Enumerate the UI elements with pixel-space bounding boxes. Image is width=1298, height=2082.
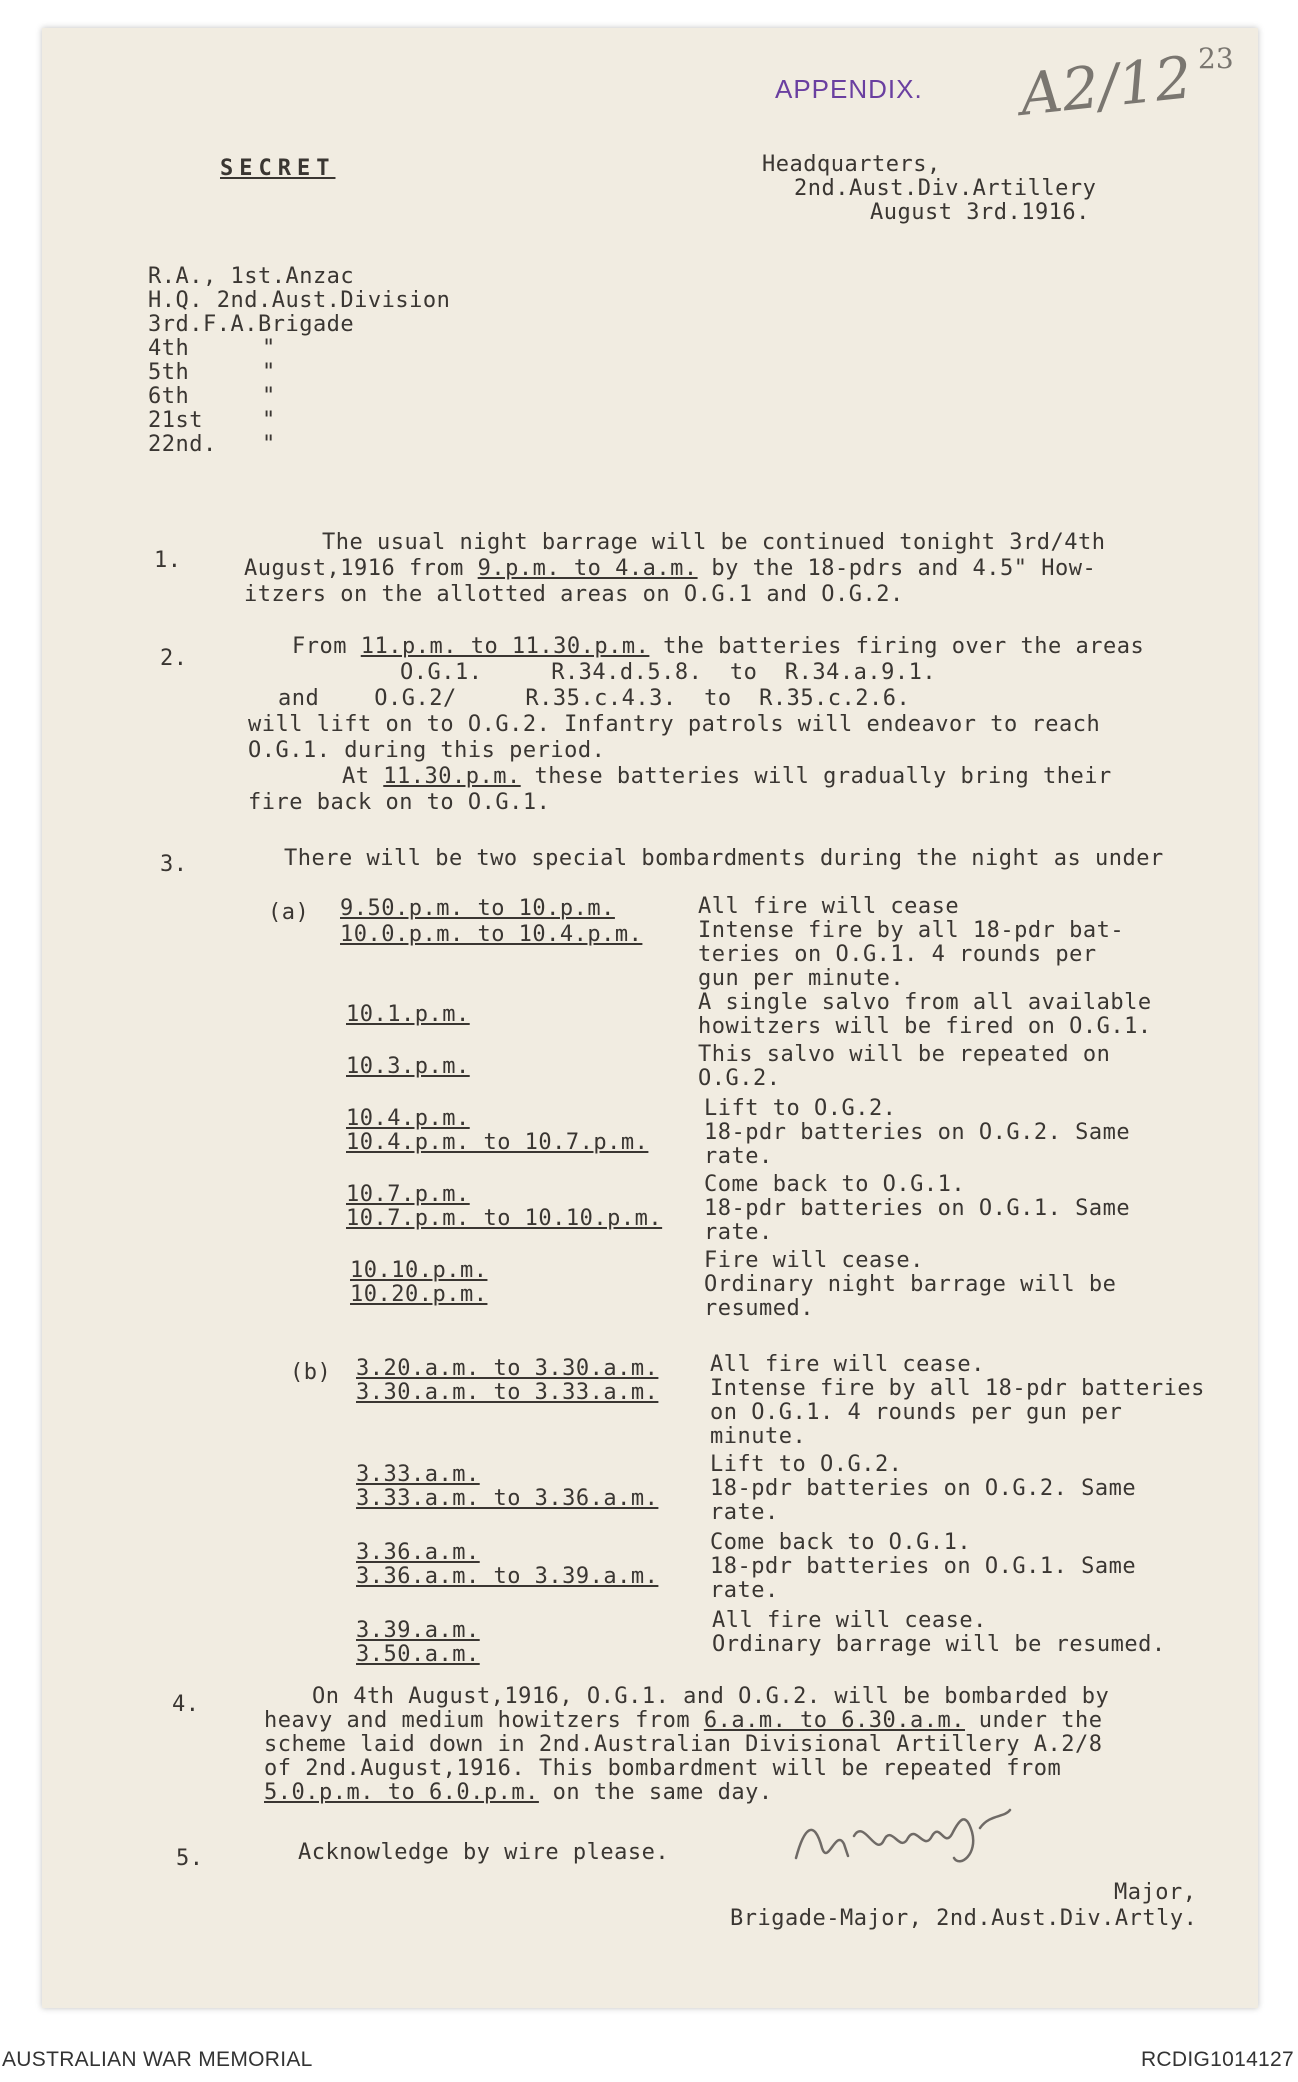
schedule-text: Intense fire by all 18-pdr bat- <box>698 918 1125 943</box>
schedule-text: resumed. <box>704 1296 814 1321</box>
para3-intro: There will be two special bombardments during the night as under <box>284 846 1164 871</box>
page-number: 23 <box>1198 42 1234 75</box>
schedule-text: on O.G.1. 4 rounds per gun per <box>710 1400 1123 1425</box>
para4-line: scheme laid down in 2nd.Australian Divisional Artillery A.2/8 <box>264 1732 1103 1757</box>
schedule-text: 18-pdr batteries on O.G.1. Same <box>704 1196 1131 1221</box>
para2-line: fire back on to O.G.1. <box>248 790 551 815</box>
schedule-time: 10.7.p.m. <box>346 1182 470 1207</box>
section-a-label: (a) <box>268 900 310 925</box>
distribution-item: 3rd.F.A.Brigade <box>148 312 355 337</box>
from-date: August 3rd.1916. <box>870 200 1090 225</box>
para2-line: O.G.1. during this period. <box>248 738 606 763</box>
schedule-text: Come back to O.G.1. <box>710 1530 972 1555</box>
ditto-mark: " <box>262 336 276 361</box>
schedule-text: Lift to O.G.2. <box>704 1096 897 1121</box>
schedule-text: All fire will cease <box>698 894 960 919</box>
para1-line: The usual night barrage will be continued tonight 3rd/4th <box>322 530 1106 555</box>
schedule-text: gun per minute. <box>698 966 905 991</box>
schedule-time: 3.50.a.m. <box>356 1642 480 1667</box>
schedule-text: All fire will cease. <box>710 1352 985 1377</box>
schedule-text: 18-pdr batteries on O.G.2. Same <box>704 1120 1131 1145</box>
para2-line: O.G.1. R.34.d.5.8. to R.34.a.9.1. <box>400 660 937 685</box>
schedule-time: 10.0.p.m. to 10.4.p.m. <box>340 922 643 947</box>
appendix-stamp: APPENDIX. <box>775 74 923 104</box>
handwritten-reference: A2/12 <box>1016 43 1196 129</box>
schedule-time: 3.33.a.m. to 3.36.a.m. <box>356 1486 659 1511</box>
schedule-text: rate. <box>704 1144 773 1169</box>
distribution-item: R.A., 1st.Anzac <box>148 264 355 289</box>
signatory-rank: Major, <box>1114 1880 1197 1905</box>
schedule-text: howitzers will be fired on O.G.1. <box>698 1014 1152 1039</box>
schedule-time: 3.20.a.m. to 3.30.a.m. <box>356 1356 659 1381</box>
para2-line: At 11.30.p.m. these batteries will gradually bring their <box>342 764 1112 789</box>
schedule-time: 10.7.p.m. to 10.10.p.m. <box>346 1206 663 1231</box>
from-headquarters: Headquarters, <box>762 152 941 177</box>
para4-line: 5.0.p.m. to 6.0.p.m. on the same day. <box>264 1780 773 1805</box>
schedule-text: This salvo will be repeated on <box>698 1042 1111 1067</box>
schedule-time: 10.4.p.m. to 10.7.p.m. <box>346 1130 649 1155</box>
para1-line: itzers on the allotted areas on O.G.1 and O.G.2. <box>244 582 904 607</box>
ditto-mark: " <box>262 360 276 385</box>
para-number: 3. <box>160 852 188 877</box>
schedule-text: Ordinary barrage will be resumed. <box>712 1632 1166 1657</box>
para5-text: Acknowledge by wire please. <box>298 1840 670 1865</box>
schedule-text: Intense fire by all 18-pdr batteries <box>710 1376 1205 1401</box>
distribution-item: 22nd. <box>148 432 217 457</box>
schedule-text: Come back to O.G.1. <box>704 1172 966 1197</box>
para4-line: heavy and medium howitzers from 6.a.m. to 6.30.a.m. under the <box>264 1708 1103 1733</box>
schedule-time: 9.50.p.m. to 10.p.m. <box>340 896 615 921</box>
schedule-text: 18-pdr batteries on O.G.1. Same <box>710 1554 1137 1579</box>
footer-right: RCDIG1014127 <box>1140 2048 1294 2071</box>
schedule-time: 10.20.p.m. <box>350 1282 488 1307</box>
para1-line: August,1916 from 9.p.m. to 4.a.m. by the 18-pdrs and 4.5" How- <box>244 556 1097 581</box>
distribution-item: 21st <box>148 408 203 433</box>
schedule-time: 3.36.a.m. <box>356 1540 480 1565</box>
schedule-time: 10.10.p.m. <box>350 1258 488 1283</box>
distribution-item: 4th <box>148 336 190 361</box>
schedule-time: 10.1.p.m. <box>346 1002 470 1027</box>
schedule-time: 3.36.a.m. to 3.39.a.m. <box>356 1564 659 1589</box>
schedule-text: All fire will cease. <box>712 1608 987 1633</box>
schedule-text: Lift to O.G.2. <box>710 1452 903 1477</box>
schedule-text: teries on O.G.1. 4 rounds per <box>698 942 1097 967</box>
schedule-text: O.G.2. <box>698 1066 781 1091</box>
schedule-time: 3.39.a.m. <box>356 1618 480 1643</box>
para2-line: will lift on to O.G.2. Infantry patrols will endeavor to reach <box>248 712 1101 737</box>
schedule-time: 3.33.a.m. <box>356 1462 480 1487</box>
secret-heading: SECRET <box>220 156 336 181</box>
para-number: 4. <box>172 1692 200 1717</box>
para4-line: On 4th August,1916, O.G.1. and O.G.2. will be bombarded by <box>312 1684 1110 1709</box>
schedule-text: Fire will cease. <box>704 1248 924 1273</box>
schedule-text: minute. <box>710 1424 807 1449</box>
distribution-item: 6th <box>148 384 190 409</box>
schedule-time: 3.30.a.m. to 3.33.a.m. <box>356 1380 659 1405</box>
schedule-text: 18-pdr batteries on O.G.2. Same <box>710 1476 1137 1501</box>
schedule-text: A single salvo from all available <box>698 990 1152 1015</box>
section-b-label: (b) <box>290 1360 332 1385</box>
schedule-time: 10.3.p.m. <box>346 1054 470 1079</box>
signatory-title: Brigade-Major, 2nd.Aust.Div.Artly. <box>730 1906 1198 1931</box>
ditto-mark: " <box>262 432 276 457</box>
schedule-text: rate. <box>710 1500 779 1525</box>
para2-line: and O.G.2/ R.35.c.4.3. to R.35.c.2.6. <box>278 686 911 711</box>
para-number: 2. <box>160 646 188 671</box>
para-number: 1. <box>154 548 182 573</box>
distribution-item: H.Q. 2nd.Aust.Division <box>148 288 451 313</box>
distribution-item: 5th <box>148 360 190 385</box>
ditto-mark: " <box>262 384 276 409</box>
schedule-time: 10.4.p.m. <box>346 1106 470 1131</box>
schedule-text: rate. <box>704 1220 773 1245</box>
handwritten-signature <box>784 1788 1024 1878</box>
para-number: 5. <box>176 1846 204 1871</box>
para2-line: From 11.p.m. to 11.30.p.m. the batteries firing over the areas <box>292 634 1145 659</box>
footer-left: AUSTRALIAN WAR MEMORIAL <box>2 2048 313 2071</box>
from-unit: 2nd.Aust.Div.Artillery <box>794 176 1097 201</box>
schedule-text: Ordinary night barrage will be <box>704 1272 1117 1297</box>
ditto-mark: " <box>262 408 276 433</box>
para4-line: of 2nd.August,1916. This bombardment will be repeated from <box>264 1756 1062 1781</box>
schedule-text: rate. <box>710 1578 779 1603</box>
